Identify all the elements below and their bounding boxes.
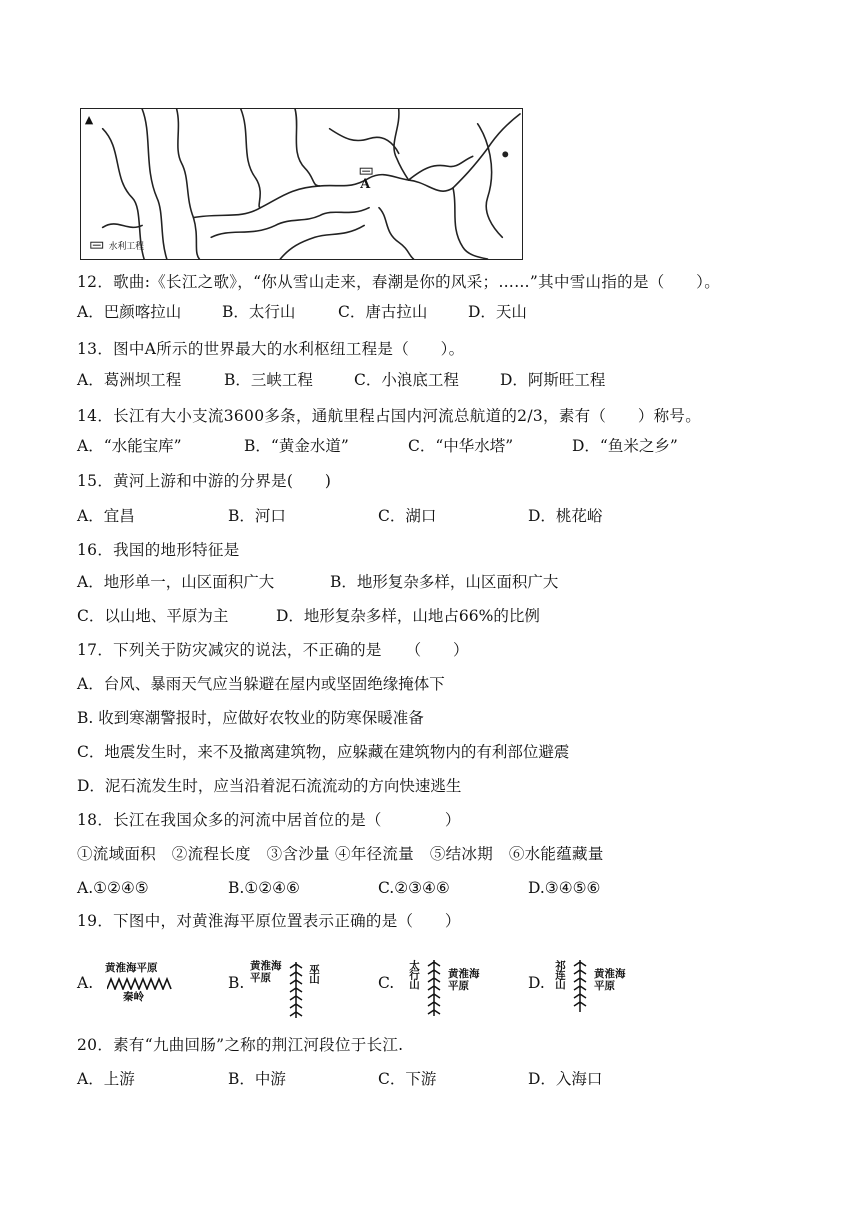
q14-option-a[interactable]: A．“水能宝库” <box>77 437 182 455</box>
q20-option-b[interactable]: B．中游 <box>228 1070 286 1088</box>
c-mountain-range-icon <box>426 960 442 1016</box>
q17-option-c[interactable]: C．地震发生时，来不及撤离建筑物，应躲藏在建筑物内的有利部位避震 <box>77 743 570 761</box>
question-14-stem: 14．长江有大小支流3600多条，通航里程占国内河流总航道的2/3，素有（ ）称号。 <box>77 407 702 425</box>
q19-option-d[interactable]: D. 祁连山 黄淮海平原 <box>528 958 648 1022</box>
yangtze-river-map <box>80 108 523 260</box>
a-plain-label: 黄淮海平原 <box>105 962 158 974</box>
q19-option-b[interactable]: B. 黄淮海平原 巫山 <box>228 958 348 1022</box>
q18-option-d[interactable]: D.③④⑤⑥ <box>528 879 601 897</box>
q19-option-c[interactable]: C. 太行山 黄淮海平原 <box>378 958 498 1022</box>
question-13-stem: 13．图中A所示的世界最大的水利枢纽工程是（ ）。 <box>77 340 465 358</box>
q14-option-b[interactable]: B．“黄金水道” <box>244 437 349 455</box>
c-plain-label: 黄淮海平原 <box>448 968 480 992</box>
q17-option-d[interactable]: D．泥石流发生时，应当沿着泥石流流动的方向快速逃生 <box>77 777 462 795</box>
q16-option-a[interactable]: A．地形单一，山区面积广大 <box>77 573 275 591</box>
q13-option-a[interactable]: A．葛洲坝工程 <box>77 371 182 389</box>
a-mountain-range-icon <box>107 976 173 990</box>
q17-option-a[interactable]: A．台风、暴雨天气应当躲避在屋内或坚固绝缘掩体下 <box>77 675 445 693</box>
question-16-stem: 16．我国的地形特征是 <box>77 541 240 559</box>
question-20-stem: 20．素有“九曲回肠”之称的荆江河段位于长江. <box>77 1036 404 1054</box>
question-15-stem: 15．黄河上游和中游的分界是( ) <box>77 472 332 490</box>
b-mountain-label: 巫山 <box>308 964 320 983</box>
question-12-stem: 12．歌曲:《长江之歌》，“你从雪山走来，春潮是你的风采；……”其中雪山指的是（ ）。 <box>77 273 720 291</box>
q12-option-a[interactable]: A．巴颜喀拉山 <box>77 303 182 321</box>
q16-option-b[interactable]: B．地形复杂多样，山区面积广大 <box>330 573 559 591</box>
q13-option-c[interactable]: C．小浪底工程 <box>354 371 459 389</box>
d-plain-label: 黄淮海平原 <box>594 968 626 992</box>
b-mountain-range-icon <box>288 962 304 1018</box>
q12-option-d[interactable]: D．天山 <box>468 303 527 321</box>
q19-option-a[interactable]: A. 黄淮海平原 秦岭 <box>77 958 197 1018</box>
q20-option-c[interactable]: C．下游 <box>378 1070 437 1088</box>
q14-option-c[interactable]: C．“中华水塔” <box>408 437 514 455</box>
d-mountain-range-icon <box>572 960 588 1012</box>
marker-a-label: A <box>360 176 371 192</box>
q20-option-a[interactable]: A．上游 <box>77 1070 135 1088</box>
q15-option-b[interactable]: B．河口 <box>228 507 286 525</box>
question-18-stem: 18．长江在我国众多的河流中居首位的是（ ） <box>77 811 461 829</box>
q18-option-a[interactable]: A.①②④⑤ <box>77 879 149 897</box>
q13-option-b[interactable]: B．三峡工程 <box>224 371 313 389</box>
q15-option-d[interactable]: D．桃花峪 <box>528 507 603 525</box>
river-map-drawing <box>81 109 522 259</box>
q14-option-d[interactable]: D．“鱼米之乡” <box>572 437 678 455</box>
q12-option-b[interactable]: B．太行山 <box>222 303 296 321</box>
q13-option-d[interactable]: D．阿斯旺工程 <box>500 371 606 389</box>
question-17-stem: 17．下列关于防灾减灾的说法，不正确的是 （ ） <box>77 641 469 659</box>
a-mountain-label: 秦岭 <box>123 991 144 1003</box>
question-19-stem: 19．下图中，对黄淮海平原位置表示正确的是（ ） <box>77 912 461 930</box>
d-mountain-label: 祁连山 <box>554 960 566 989</box>
b-plain-label: 黄淮海平原 <box>250 960 282 984</box>
q18-option-b[interactable]: B.①②④⑥ <box>228 879 300 897</box>
c-mountain-label: 太行山 <box>408 960 420 989</box>
q12-option-c[interactable]: C．唐古拉山 <box>338 303 428 321</box>
q15-option-c[interactable]: C．湖口 <box>378 507 437 525</box>
q15-option-a[interactable]: A．宜昌 <box>77 507 135 525</box>
q18-option-c[interactable]: C.②③④⑥ <box>378 879 450 897</box>
q20-option-d[interactable]: D．入海口 <box>528 1070 603 1088</box>
north-symbol: ▲ <box>84 112 94 126</box>
q16-option-d[interactable]: D．地形复杂多样，山地占66%的比例 <box>276 607 540 625</box>
q18-items: ①流域面积 ②流程长度 ③含沙量 ④年径流量 ⑤结冰期 ⑥水能蕴藏量 <box>77 845 604 863</box>
legend-label: 水利工程 <box>108 242 145 253</box>
q17-option-b[interactable]: B. 收到寒潮警报时，应做好农牧业的防寒保暖准备 <box>77 709 424 727</box>
q16-option-c[interactable]: C．以山地、平原为主 <box>77 607 229 625</box>
